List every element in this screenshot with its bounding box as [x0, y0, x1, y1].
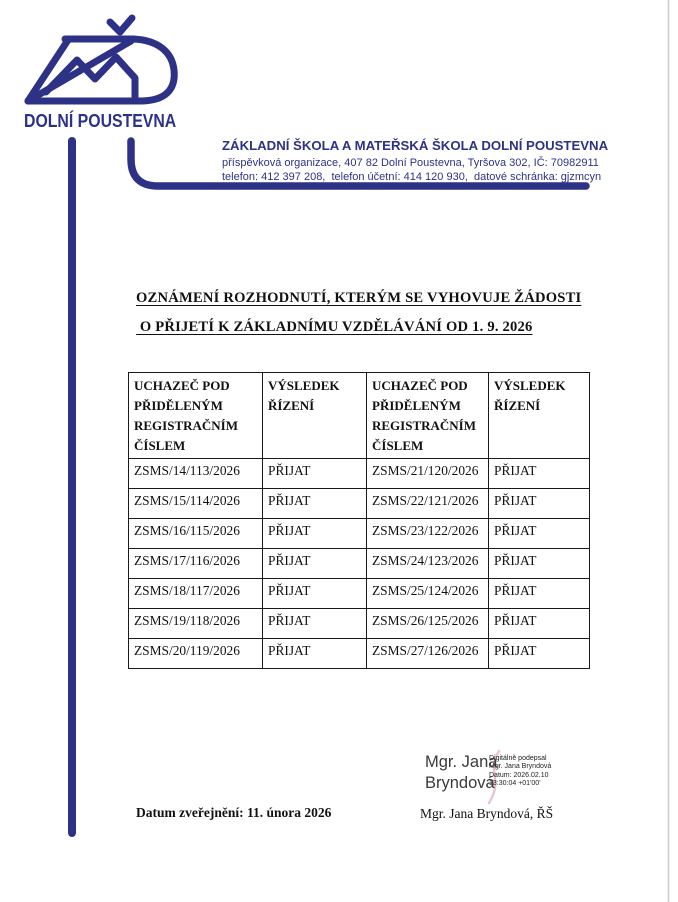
logo-caron [110, 18, 132, 32]
table-row [129, 489, 590, 519]
table-row [129, 639, 590, 669]
signature-name-line2: Bryndová [425, 774, 495, 792]
col-header-applicant-1: UCHAZEČ POD PŘIDĚLENÝM REGISTRAČNÍM ČÍSLEM [129, 373, 263, 459]
table-row [129, 519, 590, 549]
signature-detail-line: Digitálně podepsal [489, 755, 547, 762]
school-logo-icon [20, 10, 180, 110]
applicant-id: ZSMS/20/119/2026 [129, 639, 263, 669]
result-value: PŘIJAT [263, 579, 367, 609]
applicant-id: ZSMS/17/116/2026 [129, 549, 263, 579]
school-contact-line: telefon: 412 397 208, telefon účetní: 414 120 930, datové schránka: gjzmcyn [222, 171, 602, 183]
signature-name-line1: Mgr. Jana [425, 753, 498, 771]
col-header-applicant-2: UCHAZEČ POD PŘIDĚLENÝM REGISTRAČNÍM ČÍSLEM [367, 373, 489, 459]
signature-detail-line: Mgr. Jana Bryndová [489, 763, 552, 771]
applicant-id: ZSMS/16/115/2026 [129, 519, 263, 549]
applicant-id: ZSMS/24/123/2026 [367, 549, 489, 579]
applicant-id: ZSMS/25/124/2026 [367, 579, 489, 609]
logo-s-curve [133, 39, 174, 101]
result-value: PŘIJAT [263, 549, 367, 579]
logo-m-fold [46, 57, 135, 101]
applicant-id: ZSMS/14/113/2026 [129, 459, 263, 489]
signature-detail-line: Datum: 2026.02.10 [489, 771, 549, 779]
result-value: PŘIJAT [489, 519, 590, 549]
table-row [129, 609, 590, 639]
digital-signature-name [425, 752, 497, 794]
table-row [129, 459, 590, 489]
applicant-id: ZSMS/23/122/2026 [367, 519, 489, 549]
logo-z-diagonal [28, 41, 131, 101]
document-title-line1: OZNÁMENÍ ROZHODNUTÍ, KTERÝM SE VYHOVUJE ŽÁDOSTI [136, 290, 582, 306]
school-name: ZÁKLADNÍ ŠKOLA A MATEŘSKÁ ŠKOLA DOLNÍ POUSTEVNA [222, 138, 609, 153]
document-title-line2: O PŘIJETÍ K ZÁKLADNÍMU VZDĚLÁVÁNÍ OD 1. 9. 2026 [136, 319, 533, 335]
result-value: PŘIJAT [263, 489, 367, 519]
digital-signature-details [489, 755, 551, 788]
applicant-id: ZSMS/18/117/2026 [129, 579, 263, 609]
result-value: PŘIJAT [263, 459, 367, 489]
col-header-result-1: VÝSLEDEK ŘÍZENÍ [263, 373, 367, 459]
table-row [129, 579, 590, 609]
result-value: PŘIJAT [489, 639, 590, 669]
result-value: PŘIJAT [489, 459, 590, 489]
table-row [129, 549, 590, 579]
publish-date: Datum zveřejnění: 11. února 2026 [136, 805, 332, 820]
signature-detail-line: 13:30:04 +01'00' [489, 779, 541, 787]
applicant-id: ZSMS/22/121/2026 [367, 489, 489, 519]
result-value: PŘIJAT [489, 549, 590, 579]
col-header-result-2: VÝSLEDEK ŘÍZENÍ [489, 373, 590, 459]
result-value: PŘIJAT [489, 579, 590, 609]
applicant-id: ZSMS/26/125/2026 [367, 609, 489, 639]
table-header-row [129, 373, 590, 459]
result-value: PŘIJAT [489, 609, 590, 639]
results-table [128, 372, 590, 669]
applicant-id: ZSMS/19/118/2026 [129, 609, 263, 639]
applicant-id: ZSMS/21/120/2026 [367, 459, 489, 489]
result-value: PŘIJAT [263, 639, 367, 669]
result-value: PŘIJAT [263, 609, 367, 639]
result-value: PŘIJAT [489, 489, 590, 519]
applicant-id: ZSMS/15/114/2026 [129, 489, 263, 519]
signer-name: Mgr. Jana Bryndová, ŘŠ [420, 806, 554, 821]
applicant-id: ZSMS/27/126/2026 [367, 639, 489, 669]
logo-caption: DOLNÍ POUSTEVNA [24, 111, 177, 131]
logo-left-slope [28, 40, 68, 101]
result-value: PŘIJAT [263, 519, 367, 549]
school-address-line: příspěvková organizace, 407 82 Dolní Poustevna, Tyršova 302, IČ: 70982911 [222, 157, 599, 169]
